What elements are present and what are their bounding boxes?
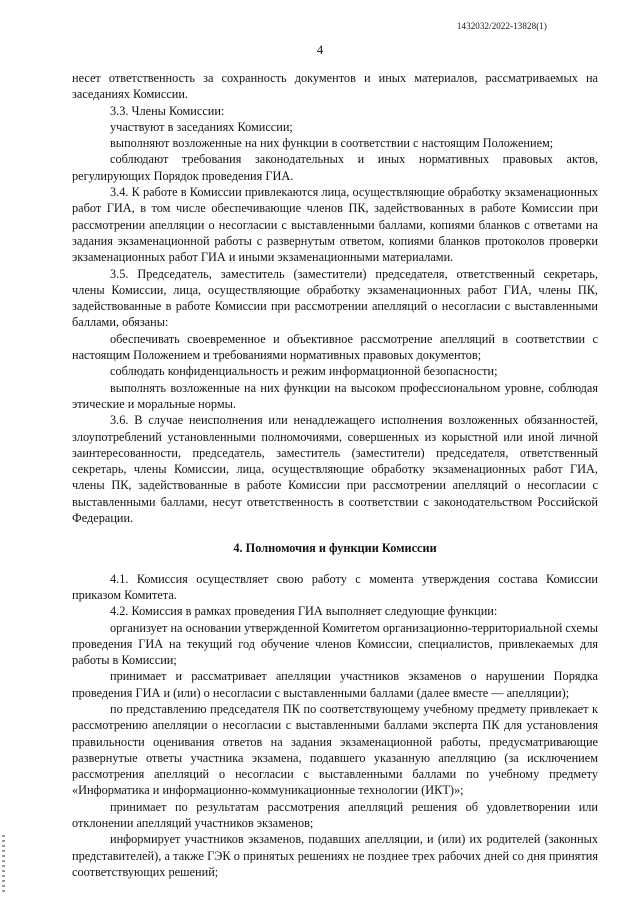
scan-edge-marks xyxy=(2,835,5,895)
paragraph: выполняют возложенные на них функции в соответствии с настоящим Положением; xyxy=(110,136,554,151)
paragraph: принимает по результатам рассмотрения апелляций решения об удовлетворении или отклонении апелляций участников экзаменов; xyxy=(72,799,598,831)
section-heading: 4. Полномочия и функции Комиссии xyxy=(233,541,437,556)
paragraph: соблюдать конфиденциальность и режим информационной безопасности; xyxy=(110,364,498,379)
paragraph: по представлению председателя ПК по соответствующему учебному предмету привлекает к рассмотрению апелляции о несогласии с выставленными баллами эксперта ПК для установления правильности оценивания ответов на задания экзаменационной работы, предусматривающие развернутые ответы участника экзамена, подавшего указанную апелляцию (за исключением рассмотрения апелляций о несогласии с выставленными баллами по учебному предмету «Информатика и информационно-коммуникационные технологии (ИКТ)»; xyxy=(72,701,598,798)
paragraph: информирует участников экзаменов, подавших апелляции, и (или) их родителей (законных представителей), а также ГЭК о принятых решениях не позднее трех рабочих дней со дня принятия соответствующих решений; xyxy=(72,832,598,879)
page-number: 4 xyxy=(316,42,324,57)
paragraph: 3.5. Председатель, заместитель (заместители) председателя, ответственный секретарь, члены Комиссии, лица, осуществляющие обработку экзаменационных работ ГИА, члены ПК, задействованные в работе Комиссии при рассмотрении апелляций о несогласии с выставленными баллами, обязаны: xyxy=(72,266,598,330)
document-id: 1432032/2022-13828(1) xyxy=(456,21,547,31)
paragraph: принимает и рассматривает апелляции участников экзаменов о нарушении Порядка проведения ГИА и (или) о несогласии с выставленными баллами (далее вместе — апелляции); xyxy=(72,669,598,700)
paragraph: выполнять возложенные на них функции на высоком профессиональном уровне, соблюдая этические и моральные нормы. xyxy=(72,380,598,411)
paragraph: 4.2. Комиссия в рамках проведения ГИА выполняет следующие функции: xyxy=(110,604,498,619)
document-body xyxy=(72,70,598,880)
paragraph: 3.4. К работе в Комиссии привлекаются лица, осуществляющие обработку экзаменационных работ ГИА, в том числе обеспечивающие членов ПК, задействованных в работе Комиссии при рассмотрении апелляции о несогласии с выставленными баллами, копиями бланков с ответами на задания экзаменационной работы с развернутым ответом, копиями бланков протоколов проверки экзаменационных работ ГИА и иными экзаменационными материалами. xyxy=(72,185,598,265)
paragraph: 3.6. В случае неисполнения или ненадлежащего исполнения возложенных обязанностей, злоупотреблений установленными полномочиями, совершенных из корыстной или иной личной заинтересованности, председатель, заместитель (заместители) председателя, ответственный секретарь, члены Комиссии, лица, осуществляющие обработку экзаменационных работ ГИА, члены ПК, задействованные в работе Комиссии при рассмотрении апелляций о несогласии с выставленными баллами, несут ответственность в соответствии с законодательством Российской Федерации. xyxy=(72,413,598,526)
paragraph: организует на основании утвержденной Комитетом организационно-территориальной схемы проведения ГИА на текущий год обучение членов Комиссии, специалистов, привлекаемых для работы в Комиссии; xyxy=(72,620,598,668)
paragraph: 4.1. Комиссия осуществляет свою работу с момента утверждения состава Комиссии приказом Комитета. xyxy=(72,571,598,602)
paragraph: соблюдают требования законодательных и иных нормативных правовых актов, регулирующих Порядок проведения ГИА. xyxy=(72,152,598,183)
paragraph: обеспечивать своевременное и объективное рассмотрение апелляций в соответствии с настоящим Положением и требованиями нормативных правовых документов; xyxy=(72,331,598,363)
paragraph: участвуют в заседаниях Комиссии; xyxy=(110,119,293,134)
paragraph: 3.3. Члены Комиссии: xyxy=(110,103,225,118)
paragraph: несет ответственность за сохранность документов и иных материалов, рассматриваемых на заседаниях Комиссии. xyxy=(72,71,598,102)
